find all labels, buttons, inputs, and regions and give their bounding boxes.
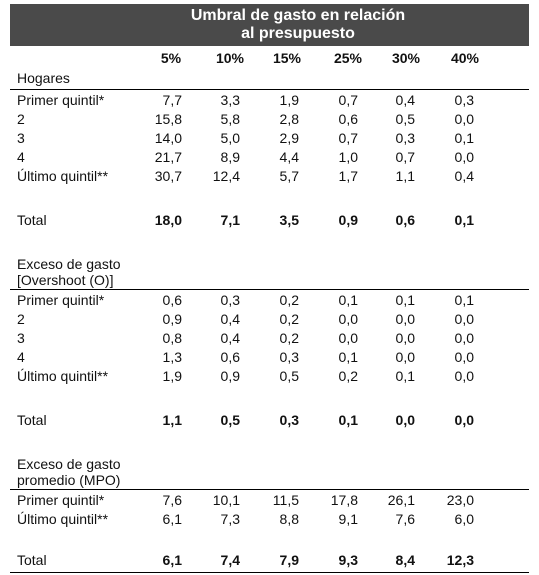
table-cell: 11,5: [272, 492, 299, 508]
table-cell: 30,7: [154, 168, 182, 184]
row-label: Primer quintil*: [17, 492, 105, 508]
table-cell: 0,5: [220, 412, 240, 428]
table-cell: 1,1: [162, 412, 182, 428]
table-cell: 0,0: [338, 311, 358, 327]
table-cell: 0,9: [220, 368, 240, 384]
divider: [10, 89, 529, 90]
table-row: [0, 111, 539, 129]
table-cell: 0,1: [338, 412, 358, 428]
table-cell: 0,0: [338, 330, 358, 346]
table-cell: 0,0: [395, 412, 415, 428]
table-cell: 2,9: [279, 130, 299, 146]
table-cell: 8,9: [220, 149, 240, 165]
table-header-bar: [10, 4, 529, 46]
table-cell: 0,5: [395, 111, 415, 127]
section-heading: Exceso de gasto [Overshoot (O)]: [17, 256, 121, 288]
table-cell: 1,9: [162, 368, 182, 384]
table-cell: 0,9: [162, 311, 182, 327]
table-cell: 21,7: [154, 149, 182, 165]
table-cell: 0,3: [395, 130, 415, 146]
table-cell: 0,0: [454, 368, 474, 384]
total-row: [0, 212, 539, 230]
table-cell: 0,0: [454, 330, 474, 346]
row-label: 2: [17, 111, 25, 127]
row-label: 3: [17, 330, 25, 346]
table-cell: 0,1: [395, 292, 415, 308]
row-label: Primer quintil*: [17, 92, 105, 108]
table-cell: 0,2: [338, 368, 358, 384]
table-cell: 0,0: [395, 330, 415, 346]
table-cell: 0,0: [454, 412, 474, 428]
table-cell: 0,3: [220, 292, 240, 308]
table-cell: 17,8: [330, 492, 358, 508]
table-cell: 0,0: [454, 311, 474, 327]
column-header: 25%: [333, 50, 363, 66]
table-cell: 8,4: [395, 552, 415, 568]
table-cell: 0,0: [454, 349, 474, 365]
row-label: Último quintil**: [17, 168, 109, 184]
table-cell: 5,8: [220, 111, 240, 127]
table-cell: 7,7: [162, 92, 182, 108]
table-cell: 0,3: [279, 412, 299, 428]
table-row: [0, 92, 539, 110]
row-label: 3: [17, 130, 25, 146]
table-cell: 7,1: [220, 212, 240, 228]
table-cell: 0,2: [279, 330, 299, 346]
table-cell: 14,0: [154, 130, 182, 146]
table-cell: 10,1: [212, 492, 240, 508]
table-title: Umbral de gasto en relación al presupuesto: [190, 7, 406, 42]
table-cell: 0,7: [338, 92, 358, 108]
table-cell: 0,0: [395, 311, 415, 327]
table-cell: 0,0: [454, 111, 474, 127]
table-cell: 0,6: [162, 292, 182, 308]
table-cell: 0,1: [454, 130, 474, 146]
table-cell: 7,6: [162, 492, 182, 508]
table-cell: 0,8: [162, 330, 182, 346]
table-cell: 5,7: [279, 168, 299, 184]
table-cell: 7,4: [220, 552, 240, 568]
table-row: [0, 149, 539, 167]
table-cell: 1,1: [395, 168, 415, 184]
table-cell: 6,1: [162, 552, 182, 568]
table-cell: 2,8: [279, 111, 299, 127]
total-row: [0, 552, 539, 570]
table-row: [0, 368, 539, 386]
table-cell: 7,3: [220, 511, 240, 527]
row-label: Último quintil**: [17, 511, 109, 527]
table-cell: 1,3: [162, 349, 182, 365]
table-cell: 23,0: [446, 492, 474, 508]
column-header: 40%: [450, 50, 480, 66]
row-label: Total: [17, 412, 47, 428]
table-cell: 0,6: [395, 212, 415, 228]
table-cell: 0,4: [220, 330, 240, 346]
row-label: Total: [17, 212, 47, 228]
table-cell: 18,0: [154, 212, 182, 228]
column-header: 10%: [215, 50, 245, 66]
table-cell: 0,3: [454, 92, 474, 108]
section-heading: Exceso de gasto promedio (MPO): [17, 456, 121, 488]
table-cell: 3,5: [279, 212, 299, 228]
bottom-rule: [10, 572, 529, 573]
table-cell: 9,3: [338, 552, 358, 568]
table-cell: 7,9: [279, 552, 299, 568]
divider: [10, 489, 529, 490]
table-cell: 0,2: [279, 292, 299, 308]
table-cell: 0,1: [454, 212, 474, 228]
table-cell: 1,7: [338, 168, 358, 184]
table-cell: 0,1: [338, 349, 358, 365]
table-cell: 0,5: [279, 368, 299, 384]
table-cell: 0,4: [220, 311, 240, 327]
table-cell: 15,8: [154, 111, 182, 127]
table-cell: 0,0: [395, 349, 415, 365]
table-cell: 1,0: [338, 149, 358, 165]
table-cell: 26,1: [387, 492, 415, 508]
table-row: [0, 511, 539, 529]
table-cell: 0,2: [279, 311, 299, 327]
row-label: Total: [17, 552, 47, 568]
table-cell: 0,7: [338, 130, 358, 146]
table-cell: 0,1: [395, 368, 415, 384]
table-cell: 0,1: [454, 292, 474, 308]
table-cell: 0,7: [395, 149, 415, 165]
divider: [10, 289, 529, 290]
row-label: Último quintil**: [17, 368, 109, 384]
section-heading: Hogares: [17, 70, 70, 86]
table-cell: 6,1: [162, 511, 182, 527]
row-label: Primer quintil*: [17, 292, 105, 308]
row-label: 2: [17, 311, 25, 327]
total-row: [0, 412, 539, 430]
table-cell: 0,0: [454, 149, 474, 165]
table-row: [0, 311, 539, 329]
table-row: [0, 168, 539, 186]
row-label: 4: [17, 349, 25, 365]
table-row: [0, 330, 539, 348]
column-header: 30%: [391, 50, 421, 66]
table-cell: 7,6: [395, 511, 415, 527]
table-row: [0, 292, 539, 310]
table-cell: 0,9: [338, 212, 358, 228]
table-row: [0, 349, 539, 367]
table-cell: 5,0: [220, 130, 240, 146]
table-cell: 0,3: [279, 349, 299, 365]
column-header: 15%: [272, 50, 302, 66]
table-row: [0, 130, 539, 148]
table-cell: 0,6: [338, 111, 358, 127]
table-cell: 12,4: [212, 168, 240, 184]
table-cell: 0,4: [395, 92, 415, 108]
table-cell: 0,6: [220, 349, 240, 365]
table-cell: 9,1: [338, 511, 358, 527]
table-cell: 3,3: [220, 92, 240, 108]
column-header: 5%: [160, 50, 182, 66]
table-cell: 12,3: [446, 552, 474, 568]
table-cell: 8,8: [279, 511, 299, 527]
table-cell: 0,1: [338, 292, 358, 308]
table-row: [0, 492, 539, 510]
row-label: 4: [17, 149, 25, 165]
table-cell: 6,0: [454, 511, 474, 527]
table-cell: 1,9: [279, 92, 299, 108]
table-cell: 4,4: [279, 149, 299, 165]
table-cell: 0,4: [454, 168, 474, 184]
